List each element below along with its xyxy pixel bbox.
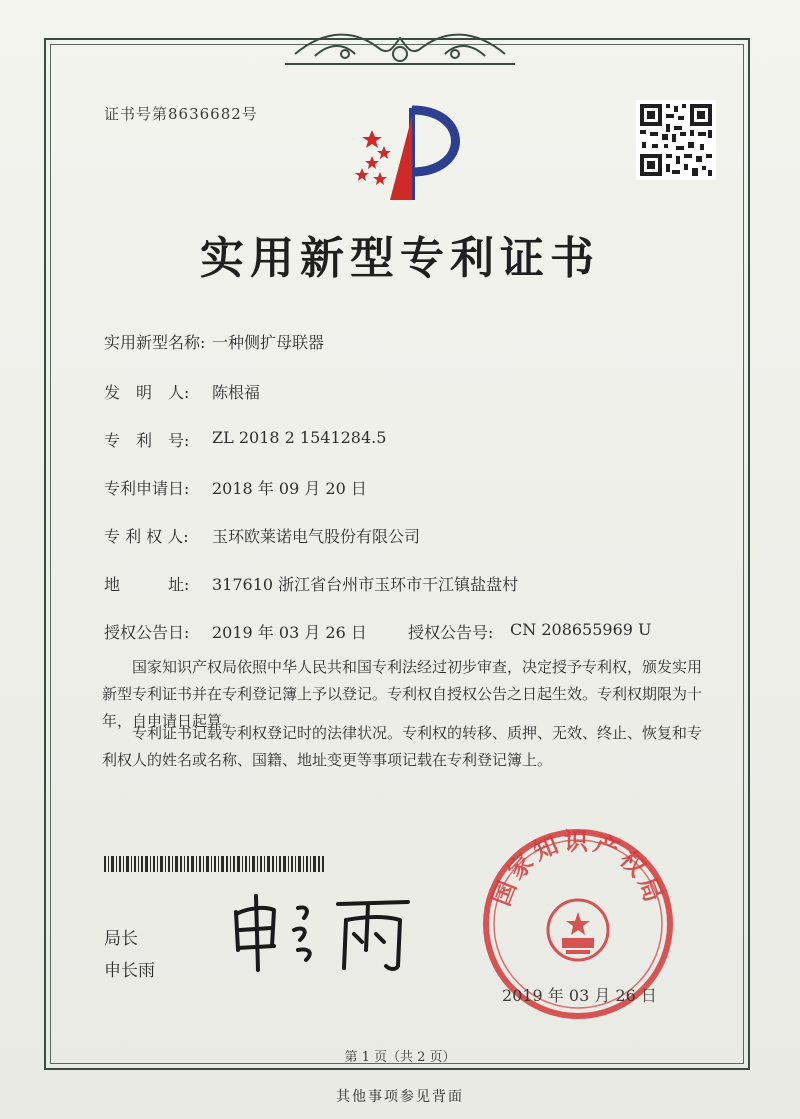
certificate-number: 证书号第8636682号	[104, 105, 258, 123]
filing-date-value: 2018 年 09 月 20 日	[212, 479, 367, 498]
body-paragraph-1: 国家知识产权局依照中华人民共和国专利法经过初步审查，决定授予专利权，颁发实用新型专利证书并在专利登记簿上予以登记。专利权自授权公告之日起生效。专利权期限为十年，自申请日起算。	[102, 658, 703, 730]
grant-number-value: CN 208655969 U	[510, 620, 652, 639]
seal-date: 2019 年 03 月 26 日	[502, 986, 657, 1005]
patent-number-value: ZL 2018 2 1541284.5	[212, 428, 387, 447]
grant-number-label: 授权公告号:	[408, 623, 494, 642]
barcode	[104, 856, 324, 872]
filing-date-label: 专利申请日:	[104, 479, 190, 498]
patentee-label: 专 利 权 人:	[104, 527, 189, 546]
svg-text:国家知识产权局	[487, 827, 669, 909]
handwritten-signature	[228, 890, 418, 974]
utility-name-label: 实用新型名称:	[104, 333, 206, 352]
utility-name-value: 一种侧扩母联器	[212, 333, 325, 352]
patent-number-label: 专 利 号:	[104, 431, 190, 450]
signatory-name: 申长雨	[104, 961, 155, 981]
grant-date-value: 2019 年 03 月 26 日	[212, 623, 367, 642]
inventor-label: 发 明 人:	[104, 383, 190, 402]
certificate-title: 实用新型专利证书	[200, 233, 600, 284]
cnipa-logo	[350, 100, 470, 210]
grant-date-label: 授权公告日:	[104, 623, 190, 642]
decorative-crest-ornament	[285, 24, 515, 72]
footer-note: 其他事项参见背面	[336, 1089, 464, 1105]
address-value: 317610 浙江省台州市玉环市干江镇盐盘村	[212, 575, 519, 594]
seal-text: 国家知识产权局	[487, 827, 669, 910]
signatory-title: 局长	[104, 929, 138, 949]
inventor-value: 陈根福	[212, 383, 261, 402]
qr-code	[636, 100, 716, 180]
body-paragraph-2: 专利证书记载专利权登记时的法律状况。专利权的转移、质押、无效、终止、恢复和专利权人的姓名或名称、国籍、地址变更等事项记载在专利登记簿上。	[102, 724, 703, 769]
patentee-value: 玉环欧莱诺电气股份有限公司	[212, 527, 421, 546]
page-indicator: 第 1 页（共 2 页）	[344, 1050, 456, 1065]
address-label: 地 址:	[104, 575, 190, 594]
